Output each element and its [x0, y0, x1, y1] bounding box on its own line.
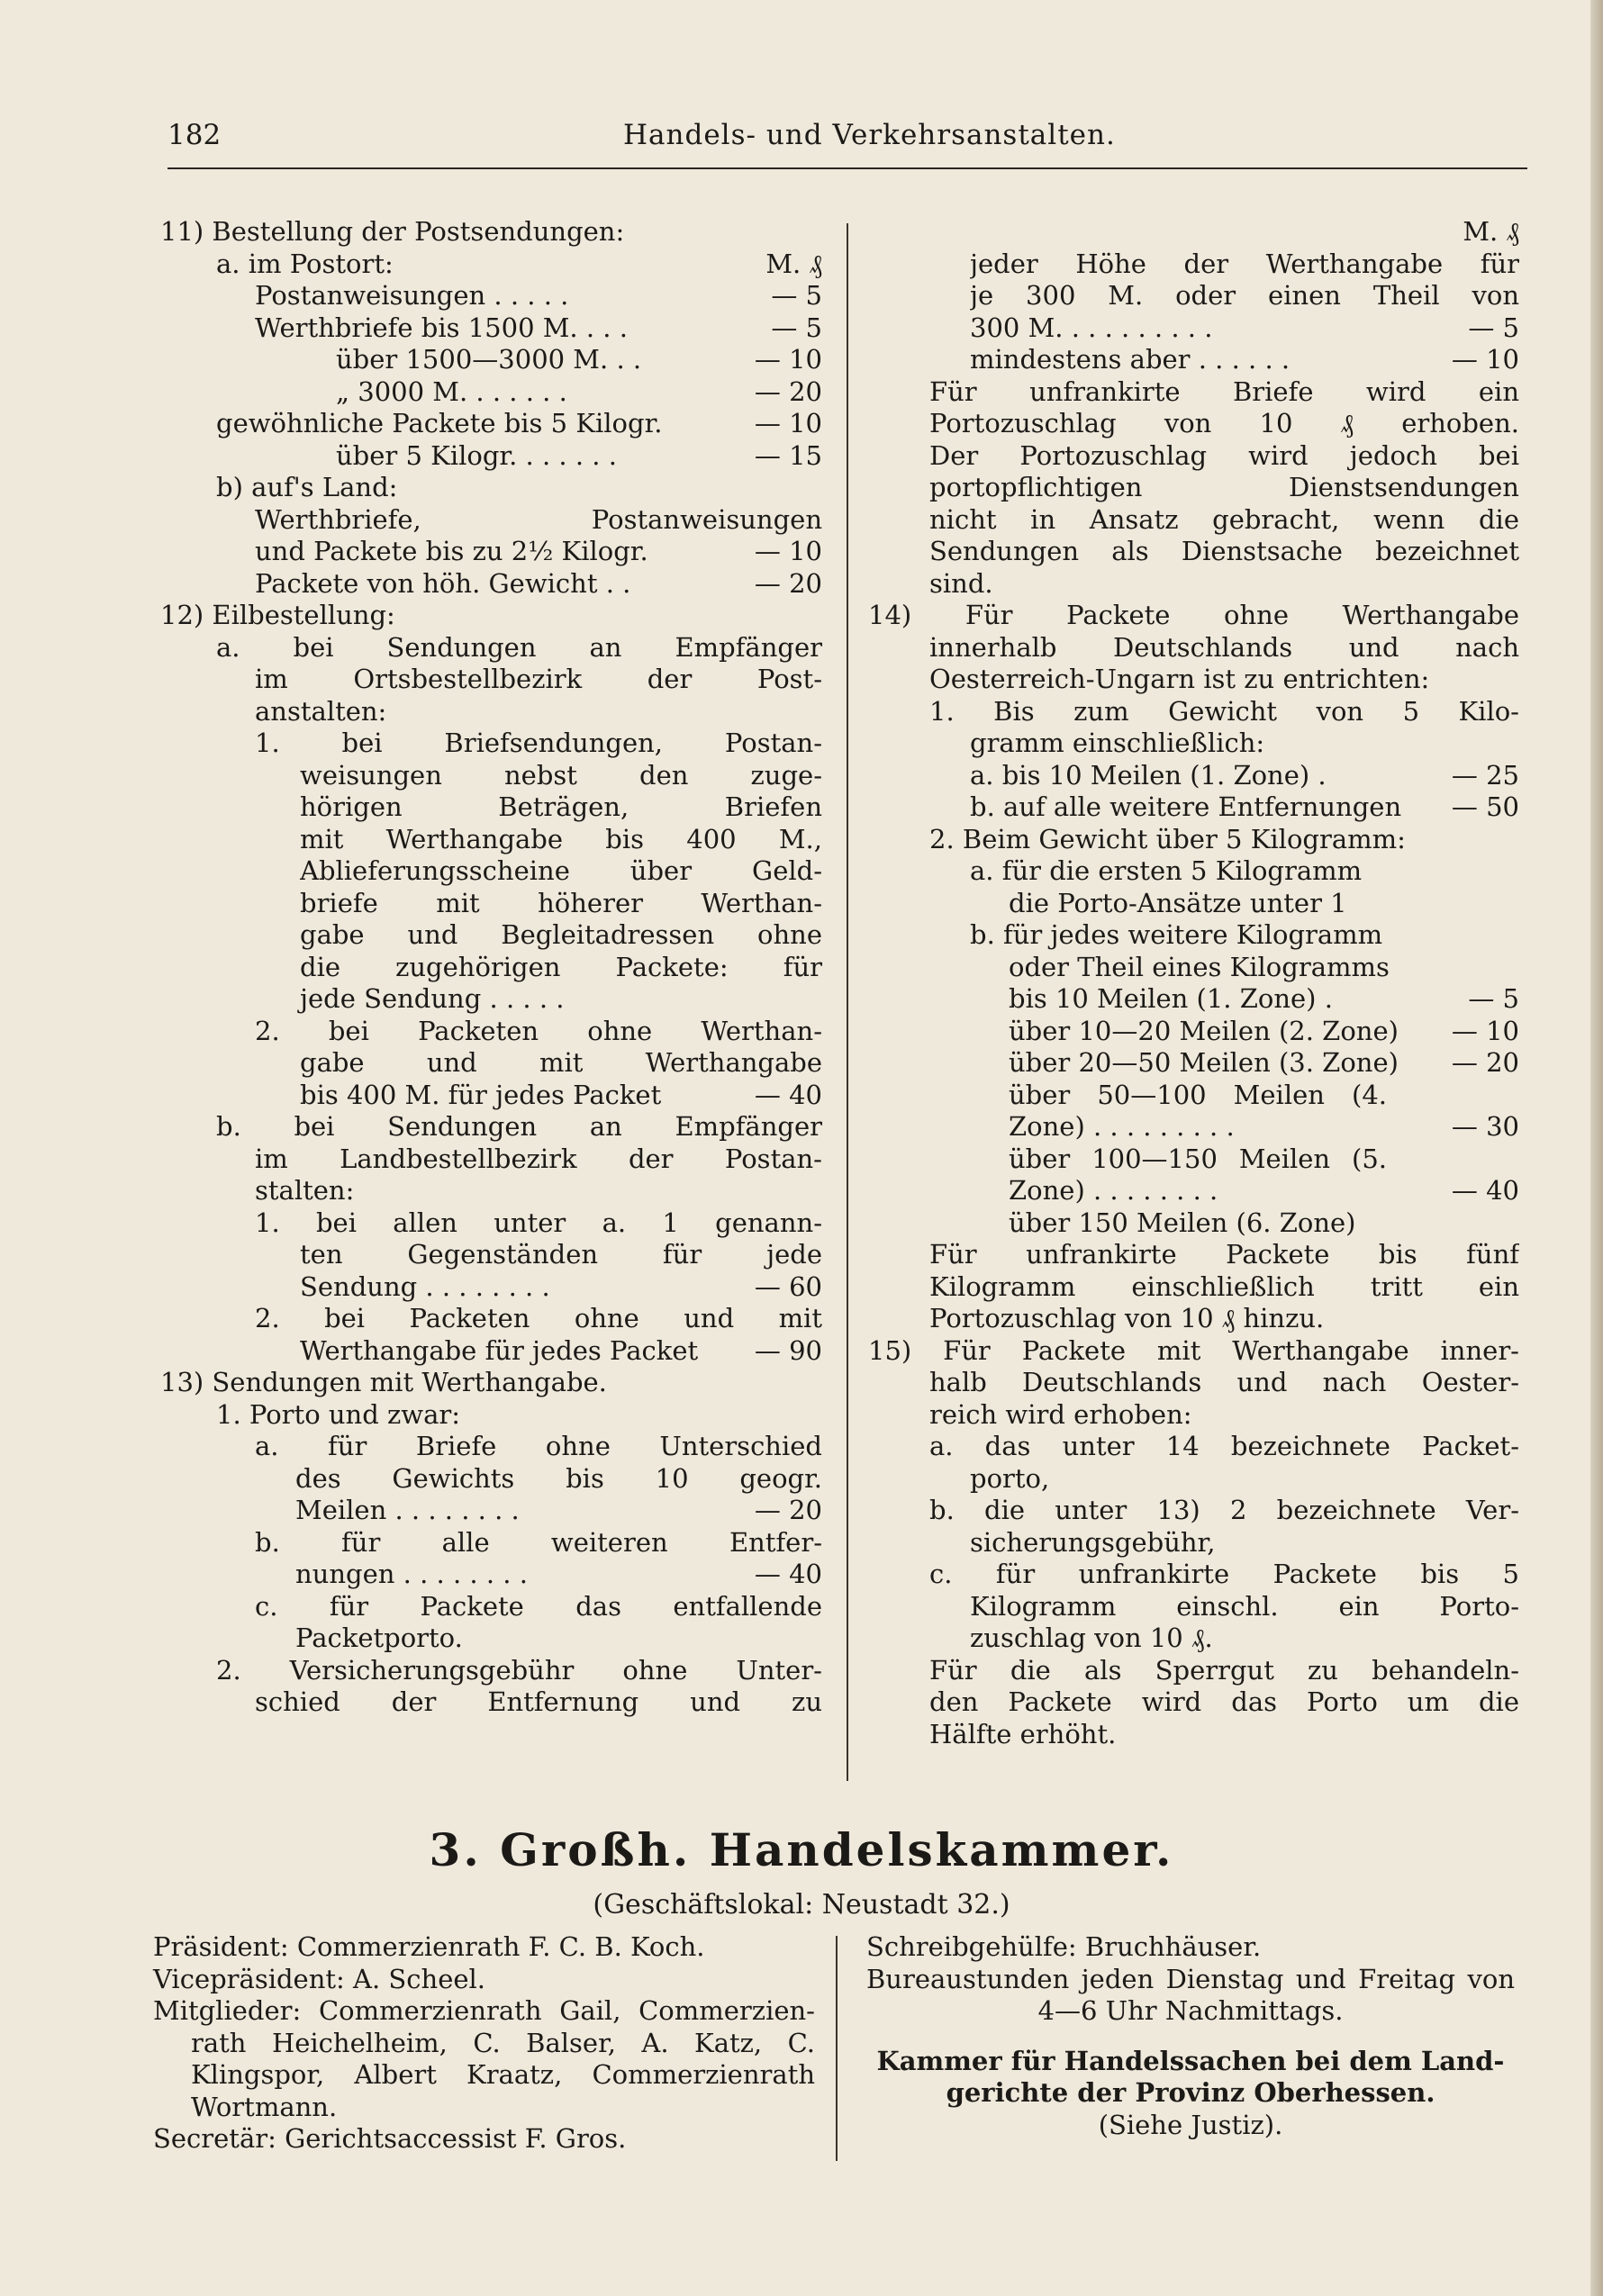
text-line	[911, 952, 1519, 984]
line-text: Ablieferungsscheine über Geld-	[300, 855, 822, 886]
text-line	[911, 1399, 1519, 1432]
line-text: b. bei Sendungen an Empfänger	[216, 1111, 822, 1142]
line-text: Meilen . . . . . . . .	[295, 1495, 520, 1525]
line-text: im Ortsbestellbezirk der Post-	[255, 664, 822, 694]
currency-header: M. ₰	[1463, 216, 1519, 247]
line-text: Bureaustunden jeden Dienstag und Freitag von	[866, 1963, 1515, 1994]
line-text: zuschlag von 10 ₰.	[970, 1623, 1213, 1653]
line-text: über 20—50 Meilen (3. Zone)	[1009, 1047, 1399, 1078]
line-text: b. für jedes weitere Kilogramm	[970, 919, 1383, 950]
text-line	[160, 1335, 822, 1368]
amount-value: — 15	[754, 439, 822, 471]
text-line	[160, 888, 822, 920]
line-text: ten Gegenständen für jede	[300, 1239, 822, 1270]
text-line	[911, 1559, 1519, 1591]
text-line	[160, 600, 822, 632]
line-text: porto,	[970, 1462, 1050, 1494]
text-line	[160, 1367, 822, 1399]
text-line	[160, 1111, 822, 1143]
line-text: Mitglieder: Commerzienrath Gail, Commerzien-	[153, 1995, 815, 2026]
line-text: Schreibgehülfe: Bruchhäuser.	[866, 1931, 1262, 1962]
line-text: 2. Beim Gewicht über 5 Kilogramm:	[929, 823, 1406, 854]
page-header	[168, 119, 1527, 158]
running-title: Handels- und Verkehrsanstalten.	[623, 119, 1116, 151]
line-text: über 150 Meilen (6. Zone)	[1009, 1207, 1356, 1238]
text-line	[153, 2059, 815, 2092]
text-line	[911, 1719, 1519, 1751]
line-text: Postanweisungen . . . . .	[255, 280, 569, 311]
text-line	[911, 280, 1519, 312]
office-address: (Geschäftslokal: Neustadt 32.)	[593, 1889, 1010, 1921]
text-line	[160, 1175, 822, 1207]
text-line	[911, 1207, 1519, 1240]
text-line	[160, 1047, 822, 1080]
text-line	[911, 664, 1519, 696]
text-line	[160, 1239, 822, 1271]
line-text: 2. Versicherungsgebühr ohne Unter-	[216, 1654, 822, 1686]
text-line	[866, 1995, 1515, 2028]
office-right-column	[866, 1931, 1515, 2141]
text-line	[160, 408, 822, 440]
text-line	[160, 760, 822, 792]
line-text: Präsident: Commerzienrath F. C. B. Koch.	[153, 1931, 705, 1962]
line-text: anstalten:	[255, 695, 387, 727]
text-line	[160, 1016, 822, 1048]
line-text: a. bis 10 Meilen (1. Zone) .	[970, 759, 1327, 791]
text-line	[160, 1559, 822, 1591]
text-line	[160, 919, 822, 952]
text-line	[160, 1303, 822, 1335]
text-line	[911, 568, 1519, 601]
line-text: hörigen Beträgen, Briefen	[300, 791, 822, 822]
line-text: Für unfrankirte Packete bis fünf	[929, 1239, 1519, 1270]
text-line	[160, 1080, 822, 1112]
text-line	[866, 2110, 1515, 2142]
text-line	[160, 791, 822, 824]
line-text: Der Portozuschlag wird jedoch bei	[929, 439, 1519, 471]
line-text: a. bei Sendungen an Empfänger	[216, 631, 822, 663]
text-line	[866, 1964, 1515, 1996]
line-text: 4—6 Uhr Nachmittags.	[1037, 1995, 1344, 2026]
line-text: gabe und Begleitadressen ohne	[300, 919, 822, 950]
line-text: im Landbestellbezirk der Postan-	[255, 1143, 822, 1174]
text-line	[911, 249, 1519, 281]
text-line	[911, 504, 1519, 537]
line-text: je 300 M. oder einen Theil von	[970, 280, 1519, 311]
text-line	[160, 1495, 822, 1527]
amount-value: — 20	[754, 567, 822, 599]
line-text: Packetporto.	[295, 1623, 463, 1653]
text-line	[911, 1591, 1519, 1623]
line-text: b. die unter 13) 2 bezeichnete Ver-	[929, 1495, 1519, 1525]
line-text: Zone) . . . . . . . . .	[1009, 1111, 1235, 1142]
text-line	[160, 952, 822, 984]
line-text: bis 400 M. für jedes Packet	[300, 1079, 662, 1110]
text-line	[866, 2028, 1515, 2046]
text-line	[911, 824, 1519, 856]
text-line	[911, 312, 1519, 345]
line-text: Werthbriefe bis 1500 M. . . .	[255, 312, 628, 343]
text-line	[160, 536, 822, 568]
line-text: gerichte der Provinz Oberhessen.	[946, 2077, 1435, 2108]
line-text: reich wird erhoben:	[929, 1398, 1192, 1430]
line-text: Portozuschlag von 10 ₰ erhoben.	[929, 408, 1519, 438]
line-text: und Packete bis zu 2½ Kilogr.	[255, 536, 648, 566]
section-title: 3. Großh. Handelskammer.	[429, 1823, 1174, 1876]
line-text: c. für unfrankirte Packete bis 5	[929, 1559, 1519, 1589]
line-text: die zugehörigen Packete: für	[300, 951, 822, 982]
line-text: mindestens aber . . . . . .	[970, 344, 1291, 375]
text-line	[911, 1655, 1519, 1687]
line-text: jeder Höhe der Werthangabe für	[970, 248, 1519, 279]
text-line	[911, 855, 1519, 888]
text-line	[160, 1271, 822, 1304]
text-line	[160, 504, 822, 537]
amount-value: — 40	[754, 1079, 822, 1110]
text-line	[911, 919, 1519, 952]
line-text: Für unfrankirte Briefe wird ein	[929, 375, 1519, 407]
column-divider	[847, 223, 848, 1781]
line-text: halb Deutschlands und nach Oester-	[929, 1367, 1519, 1397]
line-text: Wortmann.	[191, 2091, 338, 2122]
line-text: 13) Sendungen mit Werthangabe.	[160, 1367, 607, 1397]
amount-value: — 20	[754, 1495, 822, 1525]
line-text: über 100—150 Meilen (5.	[1009, 1143, 1387, 1174]
amount-value: — 90	[754, 1334, 822, 1366]
text-line	[911, 1623, 1519, 1655]
line-text: Sendung . . . . . . . .	[300, 1270, 550, 1302]
text-line	[911, 1175, 1519, 1207]
line-text: 11) Bestellung der Postsendungen:	[160, 216, 625, 247]
line-text: 1. bei Briefsendungen, Postan-	[255, 728, 822, 758]
line-text: des Gewichts bis 10 geogr.	[295, 1462, 822, 1494]
text-line	[911, 1143, 1519, 1176]
line-text: Kammer für Handelssachen bei dem Land-	[876, 2045, 1505, 2076]
amount-value: — 10	[754, 536, 822, 566]
text-line	[153, 1995, 815, 2028]
text-line	[153, 2028, 815, 2060]
line-text: Werthangabe für jedes Packet	[300, 1334, 699, 1366]
text-line	[160, 216, 822, 249]
line-text: b. für alle weiteren Entfer-	[255, 1526, 822, 1558]
text-line	[911, 472, 1519, 504]
text-line	[911, 1016, 1519, 1048]
text-line	[160, 1527, 822, 1559]
line-text: Oesterreich-Ungarn ist zu entrichten:	[929, 664, 1430, 694]
text-line	[911, 216, 1519, 249]
office-left-column	[153, 1931, 815, 2156]
line-text: sind.	[929, 567, 993, 599]
line-text: 14) Für Packete ohne Werthangabe	[868, 600, 1519, 630]
text-line	[911, 536, 1519, 568]
text-line	[911, 983, 1519, 1016]
page-number: 182	[168, 119, 222, 151]
text-line	[160, 1686, 822, 1719]
line-text: mit Werthangabe bis 400 M.,	[300, 823, 822, 854]
text-line	[160, 855, 822, 888]
line-text: Für die als Sperrgut zu behandeln-	[929, 1654, 1519, 1686]
text-line	[911, 760, 1519, 792]
line-text: 1. bei allen unter a. 1 genann-	[255, 1207, 822, 1238]
amount-value: — 5	[771, 312, 822, 343]
text-line	[160, 1207, 822, 1240]
text-line	[911, 1303, 1519, 1335]
line-text: (Siehe Justiz).	[1098, 2109, 1283, 2140]
line-text: c. für Packete das entfallende	[255, 1590, 822, 1622]
text-line	[160, 568, 822, 601]
text-line	[160, 1431, 822, 1463]
line-text: Klingspor, Albert Kraatz, Commerzienrath	[191, 2059, 815, 2090]
line-text: Secretär: Gerichtsaccessist F. Gros.	[153, 2123, 627, 2154]
line-text: Portozuschlag von 10 ₰ hinzu.	[929, 1303, 1325, 1333]
line-text: portopflichtigen Dienstsendungen	[929, 472, 1519, 502]
right-column	[868, 216, 1519, 1750]
line-text: über 50—100 Meilen (4.	[1009, 1079, 1387, 1110]
text-line	[160, 1463, 822, 1496]
text-line	[866, 1931, 1515, 1964]
amount-value: — 5	[1468, 983, 1519, 1014]
line-text: gramm einschließlich:	[970, 728, 1265, 758]
text-line	[160, 440, 822, 473]
line-text: 1. Porto und zwar:	[216, 1398, 461, 1430]
text-line	[160, 632, 822, 664]
line-text: sicherungsgebühr,	[970, 1526, 1216, 1558]
text-line	[160, 1591, 822, 1623]
page-edge	[1590, 0, 1603, 2296]
text-line	[160, 824, 822, 856]
amount-value: — 5	[1468, 312, 1519, 343]
text-line	[160, 664, 822, 696]
left-column	[160, 216, 822, 1719]
text-line	[160, 983, 822, 1016]
text-line	[160, 1399, 822, 1432]
line-text: Zone) . . . . . . . .	[1009, 1175, 1218, 1206]
line-text: weisungen nebst den zuge-	[300, 759, 822, 791]
line-text: über 10—20 Meilen (2. Zone)	[1009, 1015, 1399, 1046]
text-line	[160, 280, 822, 312]
text-line	[160, 728, 822, 760]
line-text: Hälfte erhöht.	[929, 1718, 1117, 1749]
line-text: 12) Eilbestellung:	[160, 600, 395, 630]
amount-value: — 20	[1451, 1047, 1519, 1078]
text-line	[911, 1527, 1519, 1559]
line-text: Kilogramm einschl. ein Porto-	[970, 1590, 1519, 1622]
text-line	[911, 888, 1519, 920]
text-line	[911, 1686, 1519, 1719]
text-line	[160, 1655, 822, 1687]
line-text: bis 10 Meilen (1. Zone) .	[1009, 983, 1333, 1014]
text-line	[153, 2123, 815, 2156]
amount-value: — 5	[771, 280, 822, 311]
text-line	[911, 376, 1519, 409]
line-text: 2. bei Packeten ohne und mit	[255, 1303, 822, 1333]
text-line	[911, 1047, 1519, 1080]
line-text: a. das unter 14 bezeichnete Packet-	[929, 1431, 1519, 1461]
text-line	[911, 1367, 1519, 1399]
text-line	[911, 1111, 1519, 1143]
text-line	[911, 1271, 1519, 1304]
line-text: innerhalb Deutschlands und nach	[929, 631, 1519, 663]
line-text: Vicepräsident: A. Scheel.	[153, 1963, 486, 1994]
text-line	[911, 791, 1519, 824]
amount-value: — 60	[754, 1270, 822, 1302]
line-text: Packete von höh. Gewicht . .	[255, 567, 631, 599]
amount-value: — 25	[1451, 759, 1519, 791]
line-text: rath Heichelheim, C. Balser, A. Katz, C.	[191, 2027, 815, 2058]
text-line	[868, 600, 1519, 632]
text-line	[160, 696, 822, 728]
line-text: gewöhnliche Packete bis 5 Kilogr.	[216, 408, 663, 438]
line-text: b) auf's Land:	[216, 472, 398, 502]
amount-value: — 10	[754, 344, 822, 375]
text-line	[911, 1495, 1519, 1527]
line-text: nungen . . . . . . . .	[295, 1559, 528, 1589]
text-line	[153, 1931, 815, 1964]
text-line	[911, 1239, 1519, 1271]
line-text: schied der Entfernung und zu	[255, 1686, 822, 1717]
line-text: a. im Postort:	[216, 248, 394, 279]
text-line	[153, 1964, 815, 1996]
text-line	[911, 344, 1519, 376]
amount-value: — 50	[1451, 791, 1519, 822]
line-text: den Packete wird das Porto um die	[929, 1686, 1519, 1717]
text-line	[160, 376, 822, 409]
line-text: über 5 Kilogr. . . . . . .	[336, 439, 617, 471]
line-text: Werthbriefe, Postanweisungen	[255, 503, 822, 535]
amount-value: — 10	[754, 408, 822, 438]
line-text: nicht in Ansatz gebracht, wenn die	[929, 503, 1519, 535]
text-line	[866, 2077, 1515, 2110]
text-line	[911, 408, 1519, 440]
text-line	[160, 312, 822, 345]
office-column-divider	[836, 1936, 838, 2161]
line-text: b. auf alle weitere Entfernungen	[970, 791, 1402, 822]
line-text: Kilogramm einschließlich tritt ein	[929, 1270, 1519, 1302]
amount-value: — 10	[1451, 1015, 1519, 1046]
text-line	[160, 344, 822, 376]
header-rule	[168, 167, 1527, 169]
text-line	[153, 2092, 815, 2124]
line-text: Sendungen als Dienstsache bezeichnet	[929, 536, 1519, 566]
text-line	[911, 1080, 1519, 1112]
text-line	[160, 1623, 822, 1655]
line-text: „ 3000 M. . . . . . .	[336, 375, 567, 407]
text-line	[866, 2046, 1515, 2078]
line-text: stalten:	[255, 1175, 355, 1206]
line-text: über 1500—3000 M. . .	[336, 344, 642, 375]
text-line	[160, 1143, 822, 1176]
text-line	[911, 728, 1519, 760]
line-text: 300 M. . . . . . . . . .	[970, 312, 1213, 343]
line-text: a. für die ersten 5 Kilogramm	[970, 855, 1363, 886]
text-line	[868, 1334, 1519, 1368]
amount-value: — 20	[754, 375, 822, 407]
amount-value: — 30	[1451, 1111, 1519, 1142]
text-line	[160, 472, 822, 504]
amount-value: — 40	[1451, 1175, 1519, 1206]
line-text: 1. Bis zum Gewicht von 5 Kilo-	[929, 695, 1519, 727]
text-line	[911, 440, 1519, 473]
text-line	[911, 1431, 1519, 1463]
line-text: jede Sendung . . . . .	[300, 983, 565, 1014]
line-text: oder Theil eines Kilogramms	[1009, 951, 1390, 982]
line-text: die Porto-Ansätze unter 1	[1009, 887, 1347, 918]
line-text: gabe und mit Werthangabe	[300, 1047, 822, 1078]
amount-value: — 10	[1451, 344, 1519, 375]
currency-header: M. ₰	[765, 248, 822, 279]
line-text: briefe mit höherer Werthan-	[300, 887, 822, 918]
line-text: a. für Briefe ohne Unterschied	[255, 1431, 822, 1461]
line-text: 15) Für Packete mit Werthangabe inner-	[868, 1334, 1519, 1366]
line-text: 2. bei Packeten ohne Werthan-	[255, 1015, 822, 1046]
text-line	[911, 696, 1519, 728]
text-line	[911, 632, 1519, 664]
text-line	[160, 249, 822, 281]
text-line	[911, 1463, 1519, 1496]
amount-value: — 40	[754, 1559, 822, 1589]
